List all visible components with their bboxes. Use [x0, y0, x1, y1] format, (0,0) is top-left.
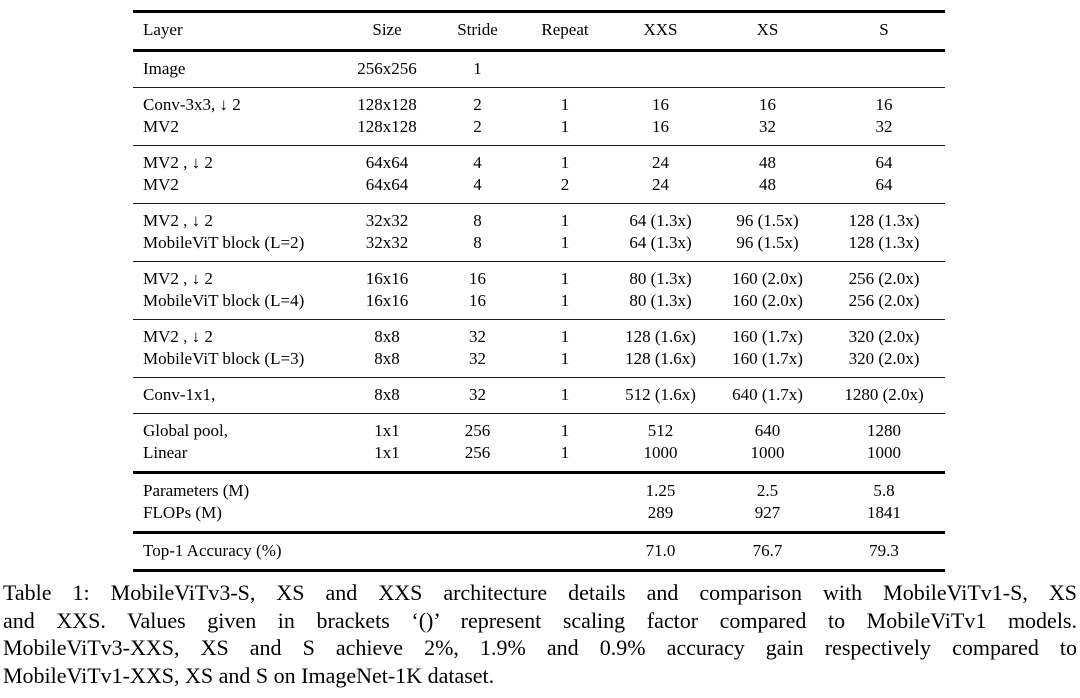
- table-cell: [434, 473, 521, 503]
- table-cell: 2: [473, 95, 482, 114]
- table-cell: 32: [469, 385, 486, 404]
- table-cell: 1: [560, 349, 570, 368]
- table-cell: 128 (1.6x): [625, 327, 696, 346]
- table-cell: 64: [875, 175, 893, 194]
- table-cell: 48: [759, 153, 776, 172]
- table-cell: 128 (1.6x): [625, 349, 696, 368]
- table-row: [133, 116, 945, 146]
- table-cell: 640 (1.7x): [732, 385, 803, 404]
- table-cell: 16: [875, 95, 893, 114]
- table-cell: 96 (1.5x): [736, 211, 799, 230]
- table-cell: [521, 51, 609, 88]
- table-cell: 1: [560, 117, 570, 136]
- table-group: [133, 533, 945, 571]
- table-cell: 1: [560, 95, 570, 114]
- table-cell: 64x64: [365, 153, 409, 172]
- table-row: [133, 473, 945, 503]
- table-cell: 8x8: [374, 327, 400, 346]
- table-cell: 320 (2.0x): [848, 349, 920, 368]
- table-cell: 96 (1.5x): [736, 233, 799, 252]
- table-cell: 32: [469, 327, 486, 346]
- table-cell: 16: [759, 95, 776, 114]
- table-cell: Top-1 Accuracy (%): [143, 541, 282, 560]
- table-cell: Conv-3x3, ↓ 2: [143, 95, 241, 114]
- table-cell: MV2 , ↓ 2: [143, 153, 213, 172]
- table-cell: 1841: [867, 503, 901, 522]
- table-group: [133, 320, 945, 378]
- table-cell: 1: [560, 327, 570, 346]
- column-header-repeat: Repeat: [541, 20, 589, 39]
- caption-line: Table 1: MobileViTv3-S, XS and XXS architecture details and comparison with MobileViTv1-S, XS: [3, 580, 1077, 605]
- table-cell: 16x16: [365, 291, 409, 310]
- table-cell: 160 (2.0x): [732, 291, 803, 310]
- table-cell: [434, 533, 521, 571]
- table-cell: 289: [647, 503, 674, 522]
- table-cell: 32x32: [365, 211, 409, 230]
- table-cell: 256x256: [357, 59, 417, 78]
- table-cell: 2: [560, 175, 570, 194]
- table-cell: 32: [875, 117, 893, 136]
- table-cell: 2: [473, 117, 482, 136]
- caption-line: MobileViTv3-XXS, XS and S achieve 2%, 1.9% and 0.9% accuracy gain respectively compared to: [3, 635, 1077, 660]
- table-cell: 640: [754, 421, 781, 440]
- table-cell: 8x8: [374, 385, 400, 404]
- table-cell: MobileViT block (L=3): [143, 349, 305, 368]
- table-cell: [712, 51, 823, 88]
- table-cell: [521, 533, 609, 571]
- caption-line: MobileViTv1-XXS, XS and S on ImageNet-1K dataset.: [3, 662, 495, 688]
- table-cell: Global pool,: [143, 421, 228, 440]
- table-header-row: [133, 12, 945, 51]
- table-cell: 128x128: [357, 117, 417, 136]
- table-group: [133, 204, 945, 262]
- table-cell: 8x8: [374, 349, 400, 368]
- table-cell: MV2 , ↓ 2: [143, 211, 213, 230]
- table-cell: 1280 (2.0x): [844, 385, 924, 404]
- table-cell: 16x16: [365, 269, 409, 288]
- table-cell: 160 (2.0x): [732, 269, 803, 288]
- table-cell: 16: [652, 95, 669, 114]
- table-row: [133, 414, 945, 443]
- table-cell: [340, 502, 434, 533]
- table-cell: 71.0: [645, 541, 676, 560]
- table-cell: 160 (1.7x): [732, 327, 803, 346]
- table-cell: 48: [759, 175, 776, 194]
- table-row: [133, 262, 945, 291]
- table-cell: 256: [464, 421, 491, 440]
- table-cell: 1000: [643, 443, 678, 462]
- table-cell: 1280: [867, 421, 901, 440]
- table-cell: 160 (1.7x): [732, 349, 803, 368]
- table-cell: 1.25: [645, 481, 676, 500]
- table-cell: 64 (1.3x): [629, 211, 692, 230]
- table-row: [133, 204, 945, 233]
- table-cell: 1x1: [374, 421, 400, 440]
- architecture-table-container: [133, 10, 945, 572]
- table-cell: 16: [469, 291, 486, 310]
- table-cell: 64 (1.3x): [629, 233, 692, 252]
- table-cell: 1000: [750, 443, 785, 462]
- table-cell: 24: [652, 175, 669, 194]
- table-cell: Linear: [143, 443, 188, 462]
- table-cell: 1: [560, 269, 570, 288]
- table-group: [133, 146, 945, 204]
- table-row: [133, 533, 945, 571]
- table-cell: Conv-1x1,: [143, 385, 216, 404]
- table-group: [133, 378, 945, 414]
- table-group: [133, 473, 945, 533]
- table-cell: 80 (1.3x): [629, 269, 692, 288]
- table-cell: Parameters (M): [143, 481, 250, 500]
- table-cell: 1: [560, 385, 570, 404]
- table-cell: 32x32: [365, 233, 409, 252]
- table-cell: 256: [464, 443, 491, 462]
- table-cell: [521, 473, 609, 503]
- table-row: [133, 146, 945, 175]
- table-cell: MV2: [143, 175, 179, 194]
- table-cell: 1: [560, 153, 570, 172]
- table-row: [133, 442, 945, 473]
- table-cell: 1: [473, 59, 482, 78]
- column-header-stride: Stride: [457, 20, 498, 39]
- column-header-layer: Layer: [143, 20, 183, 39]
- table-cell: 1: [560, 291, 570, 310]
- table-row: [133, 320, 945, 349]
- column-header-xxs: XXS: [643, 20, 678, 39]
- column-header-size: Size: [372, 20, 402, 39]
- table-cell: [434, 502, 521, 533]
- table-cell: 80 (1.3x): [629, 291, 692, 310]
- table-cell: [609, 51, 712, 88]
- table-row: [133, 502, 945, 533]
- table-cell: MobileViT block (L=4): [143, 291, 305, 310]
- table-cell: 16: [469, 269, 486, 288]
- table-row: [133, 348, 945, 378]
- table-group: [133, 51, 945, 88]
- table-cell: 1: [560, 233, 570, 252]
- table-cell: MobileViT block (L=2): [143, 233, 305, 252]
- table-caption: [3, 579, 1077, 689]
- table-cell: 256 (2.0x): [848, 291, 920, 310]
- table-cell: [521, 502, 609, 533]
- table-group: [133, 262, 945, 320]
- table-cell: FLOPs (M): [143, 503, 222, 522]
- table-header: [133, 12, 945, 51]
- table-row: [133, 378, 945, 414]
- table-cell: MV2 , ↓ 2: [143, 269, 213, 288]
- column-header-s: S: [879, 20, 889, 39]
- table-cell: 32: [759, 117, 776, 136]
- table-cell: 2.5: [756, 481, 779, 500]
- table-cell: 8: [473, 233, 482, 252]
- table-cell: 1: [560, 443, 570, 462]
- table-cell: 76.7: [752, 541, 783, 560]
- table-cell: 512: [647, 421, 674, 440]
- table-cell: 16: [652, 117, 669, 136]
- table-cell: [340, 533, 434, 571]
- table-cell: 64x64: [365, 175, 409, 194]
- table-cell: MV2 , ↓ 2: [143, 327, 213, 346]
- table-cell: Image: [143, 59, 186, 78]
- table-cell: 128x128: [357, 95, 417, 114]
- table-group: [133, 414, 945, 473]
- table-cell: 4: [473, 153, 482, 172]
- table-cell: 32: [469, 349, 486, 368]
- table-cell: 24: [652, 153, 669, 172]
- table-cell: 128 (1.3x): [848, 211, 920, 230]
- table-cell: 320 (2.0x): [848, 327, 920, 346]
- column-header-xs: XS: [756, 20, 779, 39]
- table-group: [133, 88, 945, 146]
- table-cell: 128 (1.3x): [848, 233, 920, 252]
- table-cell: 1: [560, 421, 570, 440]
- caption-line: and XXS. Values given in brackets ‘()’ represent scaling factor compared to MobileViTv1 models.: [3, 607, 1077, 633]
- table-row: [133, 290, 945, 320]
- table-cell: 79.3: [869, 541, 899, 560]
- table-cell: 256 (2.0x): [848, 269, 920, 288]
- table-cell: 512 (1.6x): [625, 385, 696, 404]
- table-cell: [340, 473, 434, 503]
- table-row: [133, 88, 945, 117]
- table-cell: 927: [754, 503, 781, 522]
- table-cell: [823, 51, 945, 88]
- architecture-table: [133, 10, 945, 572]
- table-cell: 1000: [867, 443, 901, 462]
- table-cell: 1: [560, 211, 570, 230]
- table-row: [133, 51, 945, 88]
- table-cell: 1x1: [374, 443, 400, 462]
- table-cell: 64: [875, 153, 893, 172]
- table-cell: 8: [473, 211, 482, 230]
- table-cell: 5.8: [873, 481, 895, 500]
- table-cell: 4: [473, 175, 482, 194]
- table-row: [133, 232, 945, 262]
- table-cell: MV2: [143, 117, 179, 136]
- table-row: [133, 174, 945, 204]
